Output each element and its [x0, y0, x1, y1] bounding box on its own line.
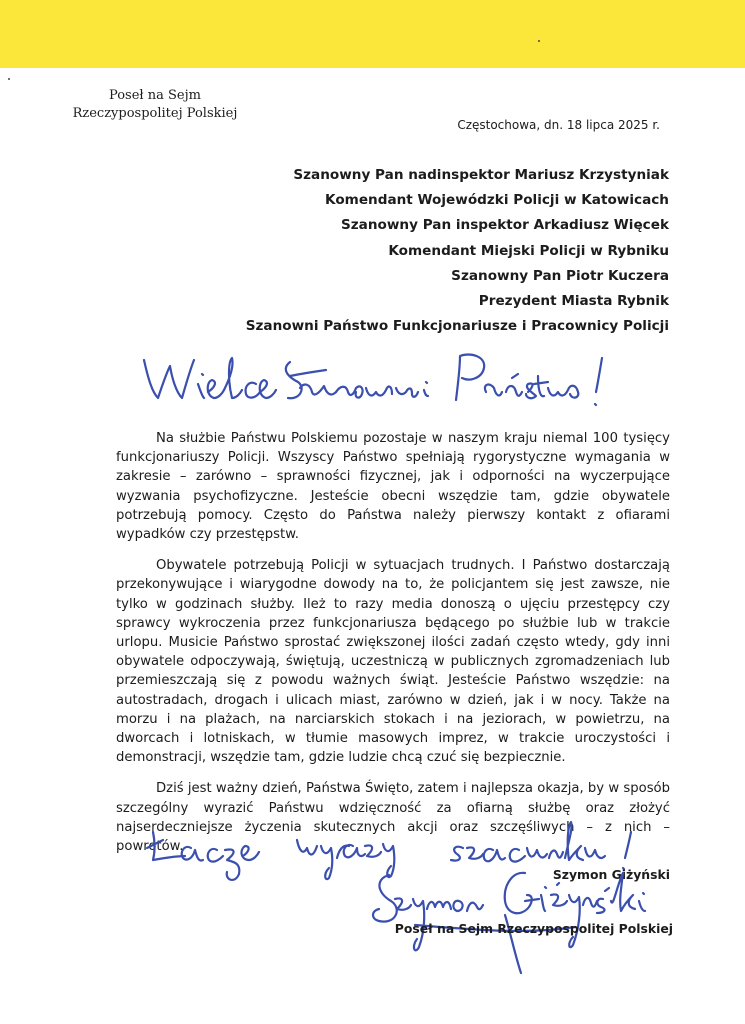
- letterhead-line-1: Poseł na Sejm: [109, 88, 201, 103]
- addressee-line: Szanowni Państwo Funkcjonariusze i Pracownicy Policji: [245, 318, 669, 335]
- scan-speck: [8, 78, 10, 80]
- addressee-line: Komendant Miejski Policji w Rybniku: [388, 242, 669, 259]
- scan-speck: [538, 40, 540, 42]
- body-paragraph: Na służbie Państwu Polskiemu pozostaje w naszym kraju niemal 100 tysięcy funkcjonariuszy Policji. Wszyscy Państwo spełniają rygorystyczne wymagania w zakresie – zarówno – sprawności fizycznej, jak i odporności na wyczerpujące wyzwania psychofizyczne. Jesteście obecni wszędzie tam, gdzie obywatele potrzebują pomocy. Często do Państwa należy pierwszy kontakt z ofiarami wypadków czy przestępstw.: [116, 431, 670, 543]
- addressee-line: Komendant Wojewódzki Policji w Katowicach: [325, 192, 669, 209]
- addressee-line: Szanowny Pan Piotr Kuczera: [451, 267, 669, 284]
- letterhead-line-2: Rzeczypospolitej Polskiej: [72, 106, 238, 121]
- addressee-line: Szanowny Pan inspektor Arkadiusz Więcek: [340, 217, 669, 234]
- yellow-header-band: [0, 0, 745, 68]
- signature-ink: [355, 855, 685, 980]
- addressee-line: Szanowny Pan nadinspektor Mariusz Krzystyniak: [293, 167, 669, 183]
- handwritten-greeting: [140, 348, 620, 420]
- handwritten-signature: [355, 855, 685, 980]
- body-paragraph: Dziś jest ważny dzień, Państwa Święto, zatem i najlepsza okazja, by w sposób szczególny wyrazić Państwu wdzięczność za ofiarną służbę oraz złożyć najserdeczniejsze życzenia skutecznych akcji oraz szczęśliwych – z nich – powrotów.: [116, 781, 670, 855]
- body-paragraph: Obywatele potrzebują Policji w sytuacjach trudnych. I Państwo dostarczają przekonywujące i wiarygodne dowody na to, że policjantem się jest zawsze, nie tylko w godzinach służby. Ileż to razy media donoszą o ujęciu przestępcy czy sprawcy wykroczenia przez funkcjonariusza będącego po służbie lub w trakcie urlopu. Musicie Państwo sprostać zwiększonej ilości zadań często wtedy, gdy inni obywatele odpoczywają, świętują, uczestniczą w publicznych zgromadzeniach lub przemieszczają się z powodu ważnych świąt. Jesteście Państwo wszędzie: na autostradach, drogach i ulicach miast, zarówno w dzień, jak i w nocy. Także na morzu i na plażach, na narciarskich stokach i na jeziorach, w powietrzu, na dworcach i lotniskach, w tłumie masowych imprez, w trakcie uroczystości i demonstracji, wszędzie tam, gdzie ludzie chcą czuć się bezpiecznie.: [116, 558, 670, 766]
- place-and-date: Częstochowa, dn. 18 lipca 2025 r.: [457, 118, 660, 132]
- letterhead: [60, 87, 250, 123]
- addressee-block: [109, 163, 669, 339]
- addressee-line: Prezydent Miasta Rybnik: [478, 293, 669, 310]
- greeting-ink: [140, 348, 620, 420]
- signer-title: Poseł na Sejm Rzeczypospolitej Polskiej: [394, 921, 673, 936]
- signer-name: Szymon Giżyński: [552, 867, 670, 882]
- letter-body: [116, 429, 670, 856]
